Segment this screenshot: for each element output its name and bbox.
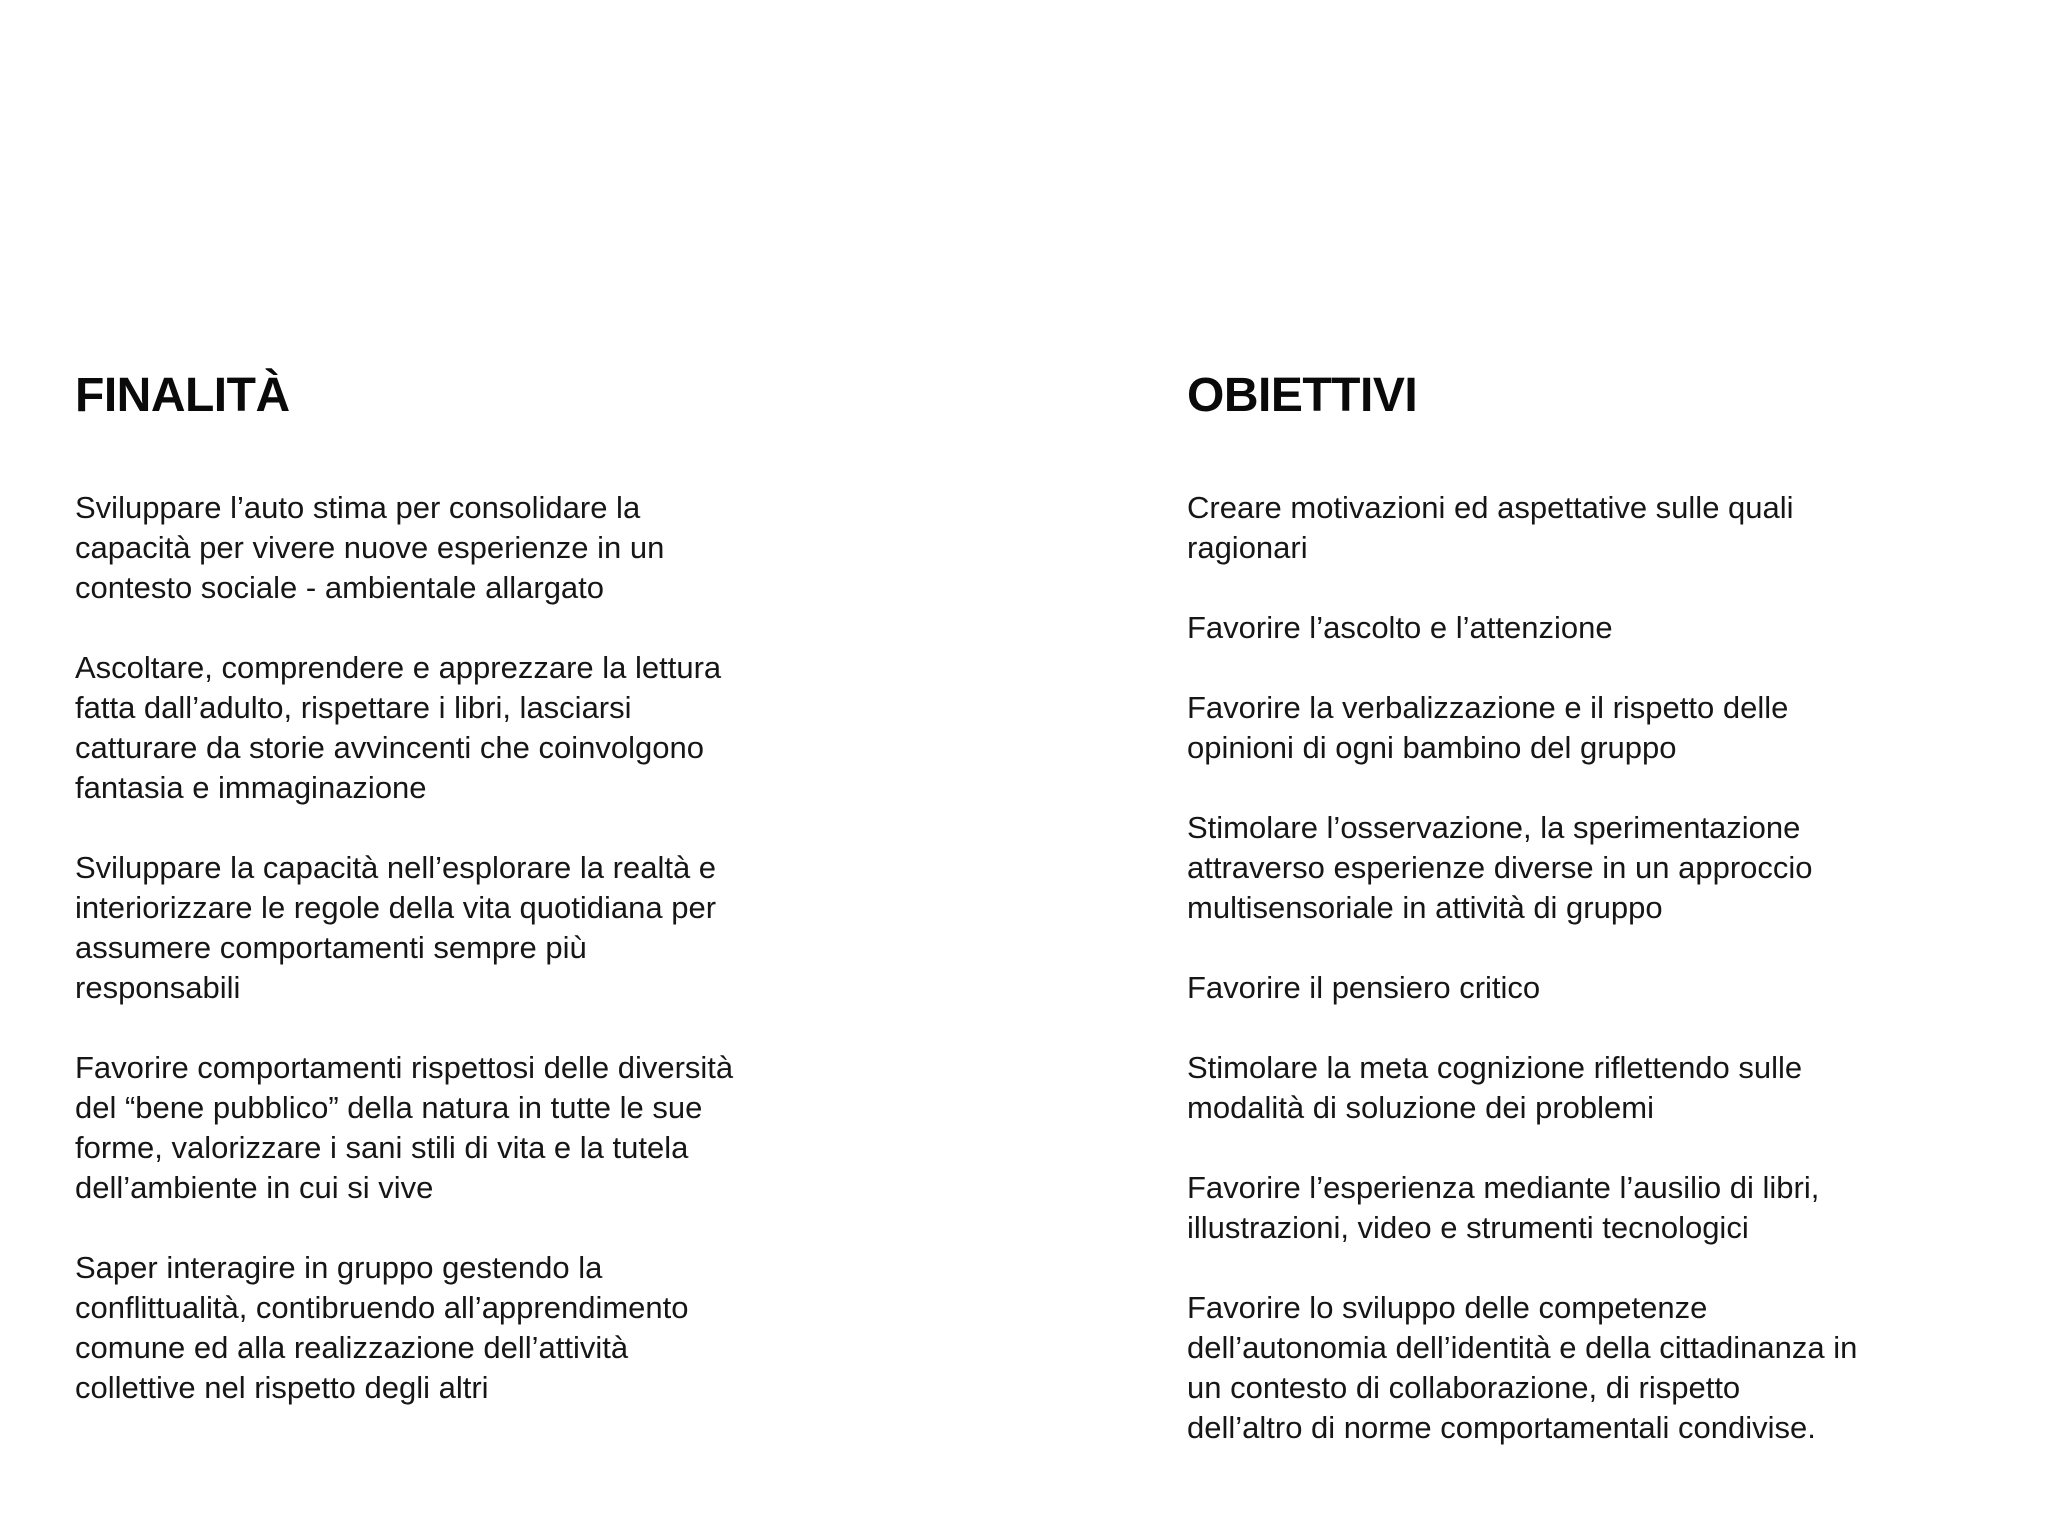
finalita-paragraph: Ascoltare, comprendere e apprezzare la lettura fatta dall’adulto, rispettare i libri, lasciarsi catturare da storie avvincenti che coinvolgono fantasia e immaginazione <box>75 650 722 805</box>
obiettivi-paragraph: Favorire la verbalizzazione e il rispetto delle opinioni di ogni bambino del gruppo <box>1187 690 1789 765</box>
obiettivi-paragraph: Favorire l’esperienza mediante l’ausilio di libri, illustrazioni, video e strumenti tecnologici <box>1187 1170 1820 1245</box>
finalita-column <box>75 368 835 1408</box>
finalita-paragraph: Favorire comportamenti rispettosi delle diversità del “bene pubblico” della natura in tutte le sue forme, valorizzare i sani stili di vita e la tutela dell’ambiente in cui si vive <box>75 1050 734 1205</box>
obiettivi-column <box>1187 368 1987 1448</box>
obiettivi-paragraph: Favorire lo sviluppo delle competenze dell’autonomia dell’identità e della cittadinanza in un contesto di collaborazione, di rispetto dell’altro di norme comportamentali condivise. <box>1187 1290 1858 1445</box>
obiettivi-title: OBIETTIVI <box>1187 369 1418 422</box>
obiettivi-paragraph: Favorire il pensiero critico <box>1187 970 1541 1005</box>
finalita-title: FINALITÀ <box>75 369 290 422</box>
finalita-paragraph: Sviluppare la capacità nell’esplorare la realtà e interiorizzare le regole della vita quotidiana per assumere comportamenti sempre più responsabili <box>75 850 717 1005</box>
obiettivi-paragraph: Favorire l’ascolto e l’attenzione <box>1187 610 1613 645</box>
obiettivi-paragraph: Stimolare l’osservazione, la sperimentazione attraverso esperienze diverse in un approccio multisensoriale in attività di gruppo <box>1187 810 1813 925</box>
obiettivi-list <box>1187 488 1987 1448</box>
obiettivi-paragraph: Stimolare la meta cognizione riflettendo sulle modalità di soluzione dei problemi <box>1187 1050 1803 1125</box>
finalita-list <box>75 488 835 1408</box>
obiettivi-paragraph: Creare motivazioni ed aspettative sulle quali ragionari <box>1187 490 1794 565</box>
finalita-paragraph: Sviluppare l’auto stima per consolidare la capacità per vivere nuove esperienze in un contesto sociale - ambientale allargato <box>75 490 665 605</box>
finalita-paragraph: Saper interagire in gruppo gestendo la conflittualità, contibruendo all’apprendimento comune ed alla realizzazione dell’attività collettive nel rispetto degli altri <box>75 1250 689 1405</box>
